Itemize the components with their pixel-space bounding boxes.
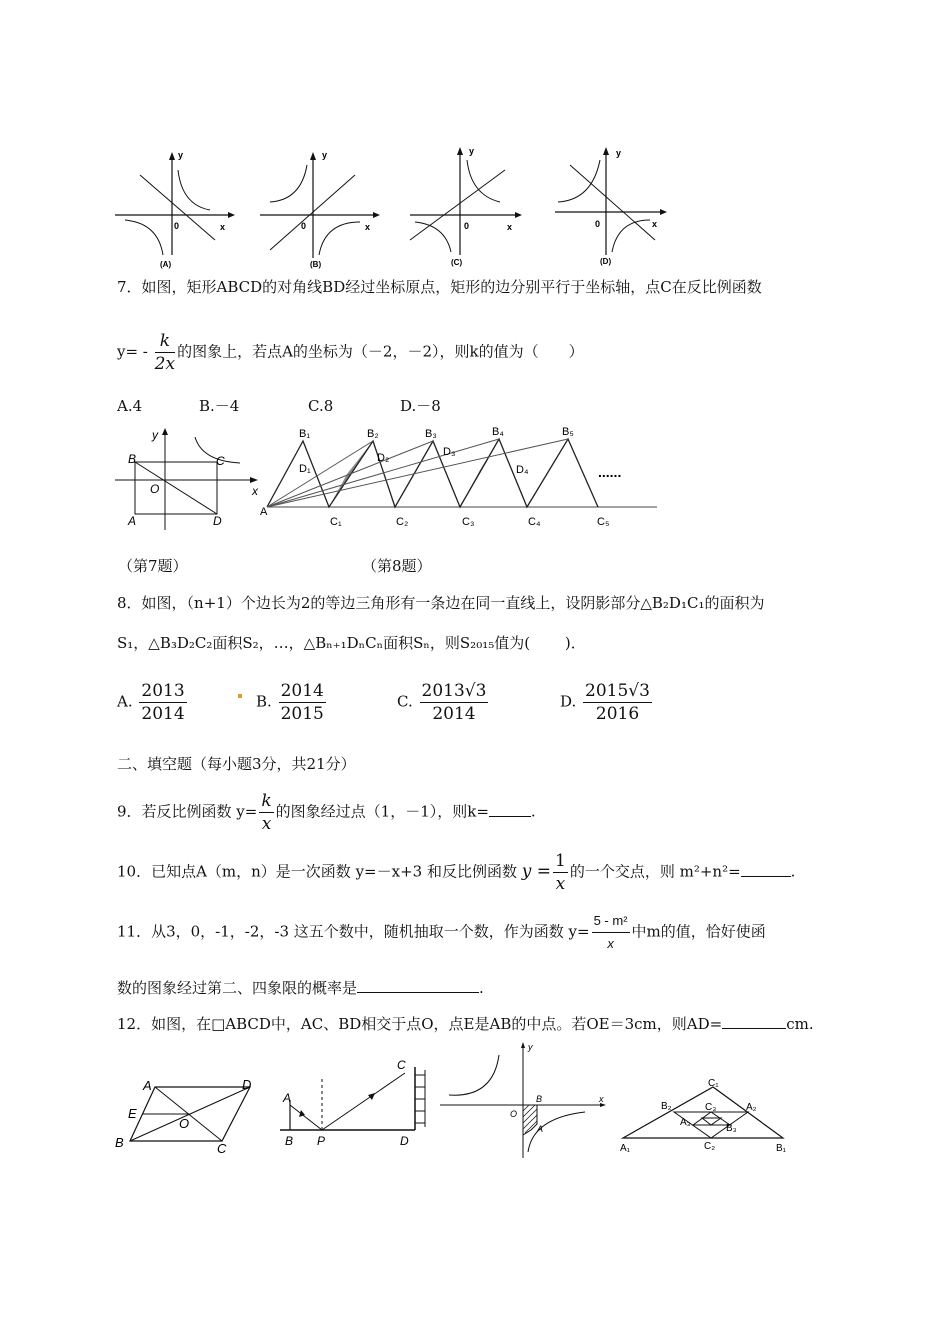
fig8-b5: B₅ bbox=[562, 426, 574, 438]
fig8-d1: D₁ bbox=[299, 463, 311, 475]
q9-den: x bbox=[261, 814, 272, 834]
q10-num: 1 bbox=[555, 851, 566, 871]
q8-line1: 8．如图，（n+1）个边长为2的等边三角形有一条边在同一直线上，设阴影部分△B₂D₁C₁的面积为 bbox=[117, 594, 765, 612]
fig8-a: A bbox=[260, 506, 268, 518]
q7-stem-line1: 7．如图，矩形ABCD的对角线BD经过坐标原点，矩形的边分别平行于坐标轴，点C在反比例函数 bbox=[117, 278, 762, 296]
q8-option-a-frac bbox=[139, 680, 186, 725]
q8-line2: S₁，△B₃D₂C₂面积S₂，…，△Bₙ₊₁DₙCₙ面积Sₙ，则S₂₀₁₅值为( )． bbox=[117, 634, 586, 652]
fig12-a: A bbox=[143, 1078, 152, 1093]
figure-8 bbox=[255, 425, 660, 540]
q8-option-d-frac bbox=[583, 680, 652, 725]
graph-c bbox=[410, 146, 522, 267]
fig8-c3: C₃ bbox=[462, 516, 475, 528]
tri-c3: C₃ bbox=[705, 1102, 717, 1113]
fig7-o: O bbox=[150, 482, 160, 496]
fig7-a: A bbox=[128, 514, 137, 528]
q8-option-d-label: D. bbox=[560, 692, 577, 711]
q7-y-prefix: y= - bbox=[117, 342, 153, 361]
fig7-c: C bbox=[216, 454, 225, 468]
q10-y-eq: y = bbox=[521, 861, 552, 882]
q10-den: x bbox=[555, 874, 566, 894]
q11-frac bbox=[592, 910, 630, 955]
q11 bbox=[117, 910, 766, 955]
q8-option-d-num: 2015√3 bbox=[585, 681, 650, 701]
q8-option-a bbox=[117, 680, 189, 725]
q7-option-d: D.－8 bbox=[400, 397, 441, 415]
q11-answer-blank[interactable] bbox=[357, 978, 479, 993]
tri-b1: B₁ bbox=[776, 1143, 787, 1154]
figure-hyperbola bbox=[435, 1040, 610, 1160]
fig7-d: D bbox=[213, 514, 222, 528]
fig8-c2: C₂ bbox=[396, 516, 409, 528]
reflection-c: C bbox=[397, 1058, 406, 1072]
q7-frac-num: k bbox=[155, 330, 175, 353]
q8-option-a-num: 2013 bbox=[141, 681, 185, 701]
reflection-a: A bbox=[283, 1091, 292, 1105]
q8-option-b-den: 2015 bbox=[280, 704, 324, 724]
graph-b-x: x bbox=[365, 222, 371, 232]
fig8-c1: C₁ bbox=[330, 516, 342, 528]
q8-option-b-num: 2014 bbox=[280, 681, 324, 701]
tri-a2: A₂ bbox=[746, 1102, 757, 1113]
reflection-p: P bbox=[317, 1134, 326, 1148]
q10-answer-blank[interactable] bbox=[741, 862, 791, 877]
graph-c-label: (C) bbox=[451, 258, 463, 267]
tri-a1: A₁ bbox=[620, 1143, 631, 1154]
graph-d-y: y bbox=[616, 148, 622, 158]
graph-c-origin: 0 bbox=[464, 221, 470, 231]
fig12-d: D bbox=[242, 1077, 252, 1092]
q11-post: 中m的值，恰好使函 bbox=[631, 922, 766, 941]
figure-7 bbox=[110, 425, 270, 540]
graph-d-origin: 0 bbox=[595, 219, 601, 229]
fig8-dots: ...... bbox=[598, 464, 622, 480]
q8-option-a-den: 2014 bbox=[141, 704, 185, 724]
q11-pre: 11．从3，0，-1，-2，-3 这五个数中，随机抽取一个数，作为函数 y= bbox=[117, 922, 590, 941]
fig7-y: y bbox=[152, 428, 158, 442]
q7-option-b: B.－4 bbox=[199, 397, 240, 415]
q9 bbox=[117, 790, 536, 835]
graph-b-y: y bbox=[322, 150, 328, 160]
tri-b2: B₂ bbox=[661, 1101, 672, 1112]
q8-option-c bbox=[397, 680, 490, 725]
q8-option-b-label: B. bbox=[256, 692, 272, 711]
q11-den: x bbox=[607, 936, 614, 951]
fig12-c: C bbox=[217, 1141, 227, 1155]
stray-mark bbox=[238, 694, 242, 698]
graph-a-origin: 0 bbox=[174, 221, 180, 231]
q8-option-d-den: 2016 bbox=[595, 704, 640, 724]
fig8-b1: B₁ bbox=[299, 428, 311, 440]
q7-option-a: A.4 bbox=[117, 397, 143, 415]
q8-option-c-num: 2013√3 bbox=[421, 681, 487, 701]
hyper-b: B bbox=[536, 1094, 543, 1104]
graph-b-label: (B) bbox=[310, 260, 322, 269]
graph-b-origin: 0 bbox=[301, 221, 307, 231]
fig8-b4: B₄ bbox=[492, 426, 504, 438]
fig8-b3: B₃ bbox=[425, 428, 437, 440]
fig7-caption: （第7题） bbox=[118, 557, 188, 575]
fig7-b: B bbox=[128, 452, 137, 466]
fig8-d4: D₄ bbox=[516, 464, 529, 476]
graph-b bbox=[260, 150, 380, 269]
hyper-y: y bbox=[528, 1042, 533, 1052]
reflection-b: B bbox=[285, 1134, 294, 1148]
q6-graphs bbox=[110, 140, 680, 270]
q11-line2 bbox=[117, 978, 484, 998]
q7-option-c: C.8 bbox=[308, 397, 334, 415]
graph-a-y: y bbox=[178, 150, 184, 160]
q10-pre: 10．已知点A（m，n）是一次函数 y=－x+3 和反比例函数 bbox=[117, 862, 517, 881]
fig8-d2: D₂ bbox=[377, 452, 390, 464]
q9-pre: 9．若反比例函数 y= bbox=[117, 802, 258, 821]
q8-option-d bbox=[560, 680, 654, 725]
fig8-d3: D₃ bbox=[443, 446, 456, 458]
tri-b3: B₃ bbox=[726, 1123, 737, 1134]
fig12-e: E bbox=[128, 1106, 137, 1121]
q8-option-a-label: A. bbox=[117, 692, 133, 711]
q10-end: . bbox=[790, 862, 796, 881]
graph-a bbox=[115, 150, 235, 269]
graph-c-y: y bbox=[469, 146, 475, 156]
tri-c1: C₁ bbox=[708, 1078, 719, 1089]
fig8-c4: C₄ bbox=[528, 516, 541, 528]
q7-stem-line2 bbox=[117, 330, 584, 375]
hyper-o: O bbox=[510, 1109, 518, 1119]
q9-num: k bbox=[261, 791, 272, 811]
fig8-b2: B₂ bbox=[367, 428, 379, 440]
q10-post: 的一个交点，则 m²+n²= bbox=[569, 862, 741, 881]
q8-option-c-den: 2014 bbox=[432, 704, 476, 724]
q8-option-c-frac bbox=[420, 680, 489, 725]
q12-answer-blank[interactable] bbox=[722, 1014, 786, 1029]
fig8-caption: （第8题） bbox=[362, 557, 432, 575]
fig12-o: O bbox=[179, 1116, 190, 1131]
q9-frac bbox=[259, 790, 273, 835]
q9-answer-blank[interactable] bbox=[489, 802, 531, 817]
q10-frac bbox=[553, 850, 568, 895]
q12-text: 12．如图，在□ABCD中，AC、BD相交于点O，点E是AB的中点。若OE＝3cm，则AD= bbox=[117, 1015, 723, 1033]
fig8-c5: C₅ bbox=[597, 516, 610, 528]
q8-option-b bbox=[256, 680, 328, 725]
figure-nested-triangles bbox=[618, 1075, 798, 1155]
q8-option-b-frac bbox=[279, 680, 326, 725]
hyper-x: x bbox=[599, 1094, 604, 1104]
q9-post: 的图象经过点（1，－1），则k= bbox=[275, 802, 489, 821]
tri-a3: A₃ bbox=[680, 1117, 691, 1128]
tri-c2: C₂ bbox=[704, 1141, 716, 1152]
q11-line2-text: 数的图象经过第二、四象限的概率是 bbox=[117, 979, 358, 997]
q12-unit: cm. bbox=[786, 1015, 814, 1033]
q11-end: . bbox=[479, 979, 484, 997]
graph-a-x: x bbox=[220, 222, 226, 232]
figure-parallelogram bbox=[110, 1075, 265, 1155]
hyper-a: A bbox=[537, 1124, 544, 1134]
figure-reflection bbox=[275, 1055, 435, 1150]
graph-a-label: (A) bbox=[160, 260, 172, 269]
fig7-x: x bbox=[252, 484, 258, 498]
q9-end: . bbox=[530, 802, 536, 821]
graph-c-x: x bbox=[507, 222, 513, 232]
q7-frac-den: 2x bbox=[154, 354, 176, 374]
q11-num: 5 - m² bbox=[592, 910, 630, 933]
graph-d-label: (D) bbox=[600, 257, 612, 266]
graph-d-x: x bbox=[652, 219, 658, 229]
q8-option-c-label: C. bbox=[397, 692, 413, 711]
section-2-heading: 二、填空题（每小题3分，共21分） bbox=[117, 755, 356, 773]
q12 bbox=[117, 1014, 814, 1034]
reflection-d: D bbox=[400, 1134, 409, 1148]
fig12-b: B bbox=[115, 1135, 124, 1150]
q7-fraction bbox=[155, 330, 175, 375]
q7-stem-rest: 的图象上，若点A的坐标为（－2，－2），则k的值为（ ） bbox=[177, 342, 584, 361]
graph-d bbox=[555, 147, 667, 266]
q10 bbox=[117, 850, 795, 895]
